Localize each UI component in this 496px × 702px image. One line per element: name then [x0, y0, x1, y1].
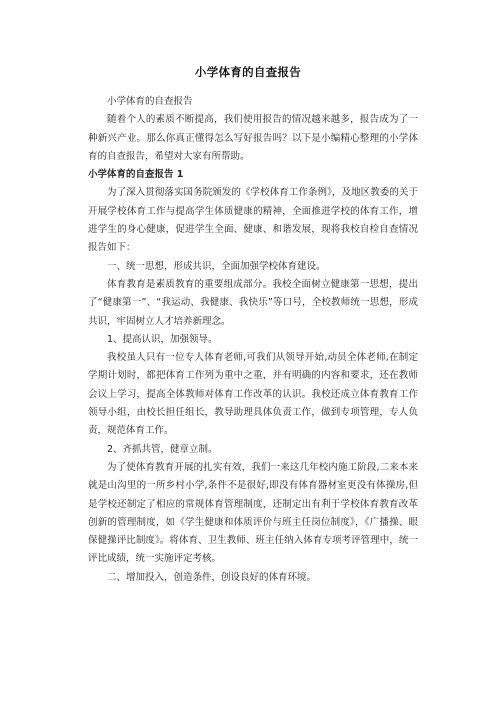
document-title: 小学体育的自查报告	[194, 65, 302, 79]
paragraph: 我校虽人只有一位专人体育老师,可我们从领导开始,动员全体老师,在制定学期计划时，都把体育工作列为重中之重，并有明确的内容和要求，还在教师会议上学习，提高全体教师对体育工作改革的认识。我校还成立体育教育工作领导小组，由校长担任组长，教导助理具体负责工作，做到专项管理，专人负责，规范体育工作。	[88, 352, 418, 437]
section-heading: 小学体育的自查报告 1	[88, 169, 184, 181]
paragraph: 一、统一思想，形成共识，全面加强学校体育建设。	[107, 260, 326, 272]
paragraph: 体育教育是素质教育的重要组成部分。我校全面树立健康第一思想，提出了“健康第一”、“我运动、我健康、我快乐”等口号，全校教师统一思想，形成共识，牢固树立人才培养新理念。	[88, 278, 418, 327]
paragraph: 为了深入贯彻落实国务院颁发的《学校体育工作条例》，及地区教委的关于开展学校体育工作与提高学生体质健康的精神，全面推进学校的体育工作，增进学生的身心健康，促进学生全面、健康、和谐发展，现将我校自检自查情况报告如下：	[88, 187, 418, 254]
paragraph: 1、提高认识，加强领导。	[107, 333, 218, 345]
paragraph: 二、增加投入，创造条件，创设良好的体育环境。	[107, 571, 317, 583]
document-body	[88, 93, 418, 587]
paragraph: 小学体育的自查报告	[107, 96, 193, 107]
paragraph: 2、齐抓共管，健章立制。	[107, 443, 218, 455]
paragraph: 随着个人的素质不断提高，我们使用报告的情况越来越多，报告成为了一种新兴产业。那么你真正懂得怎么写好报告吗？以下是小编精心整理的小学体育的自查报告，希望对大家有所帮助。	[88, 114, 418, 162]
paragraph: 为了使体育教育开展的扎实有效，我们一来这几年校内施工阶段,二来本来就是山沟里的一所乡村小学,条件不是很好,即没有体育器材室更没有体操房,但是学校还制定了相应的常规体育管理制度，还制定出有利于学校体育教育改革创新的管理制度，如《学生健康和体质评价与班主任岗位制度》，《广播操、眼保健操评比制度》。将体育、卫生教师、班主任纳入体育专项考评管理中，统一评比成绩，统一实施评定考核。	[88, 461, 418, 565]
